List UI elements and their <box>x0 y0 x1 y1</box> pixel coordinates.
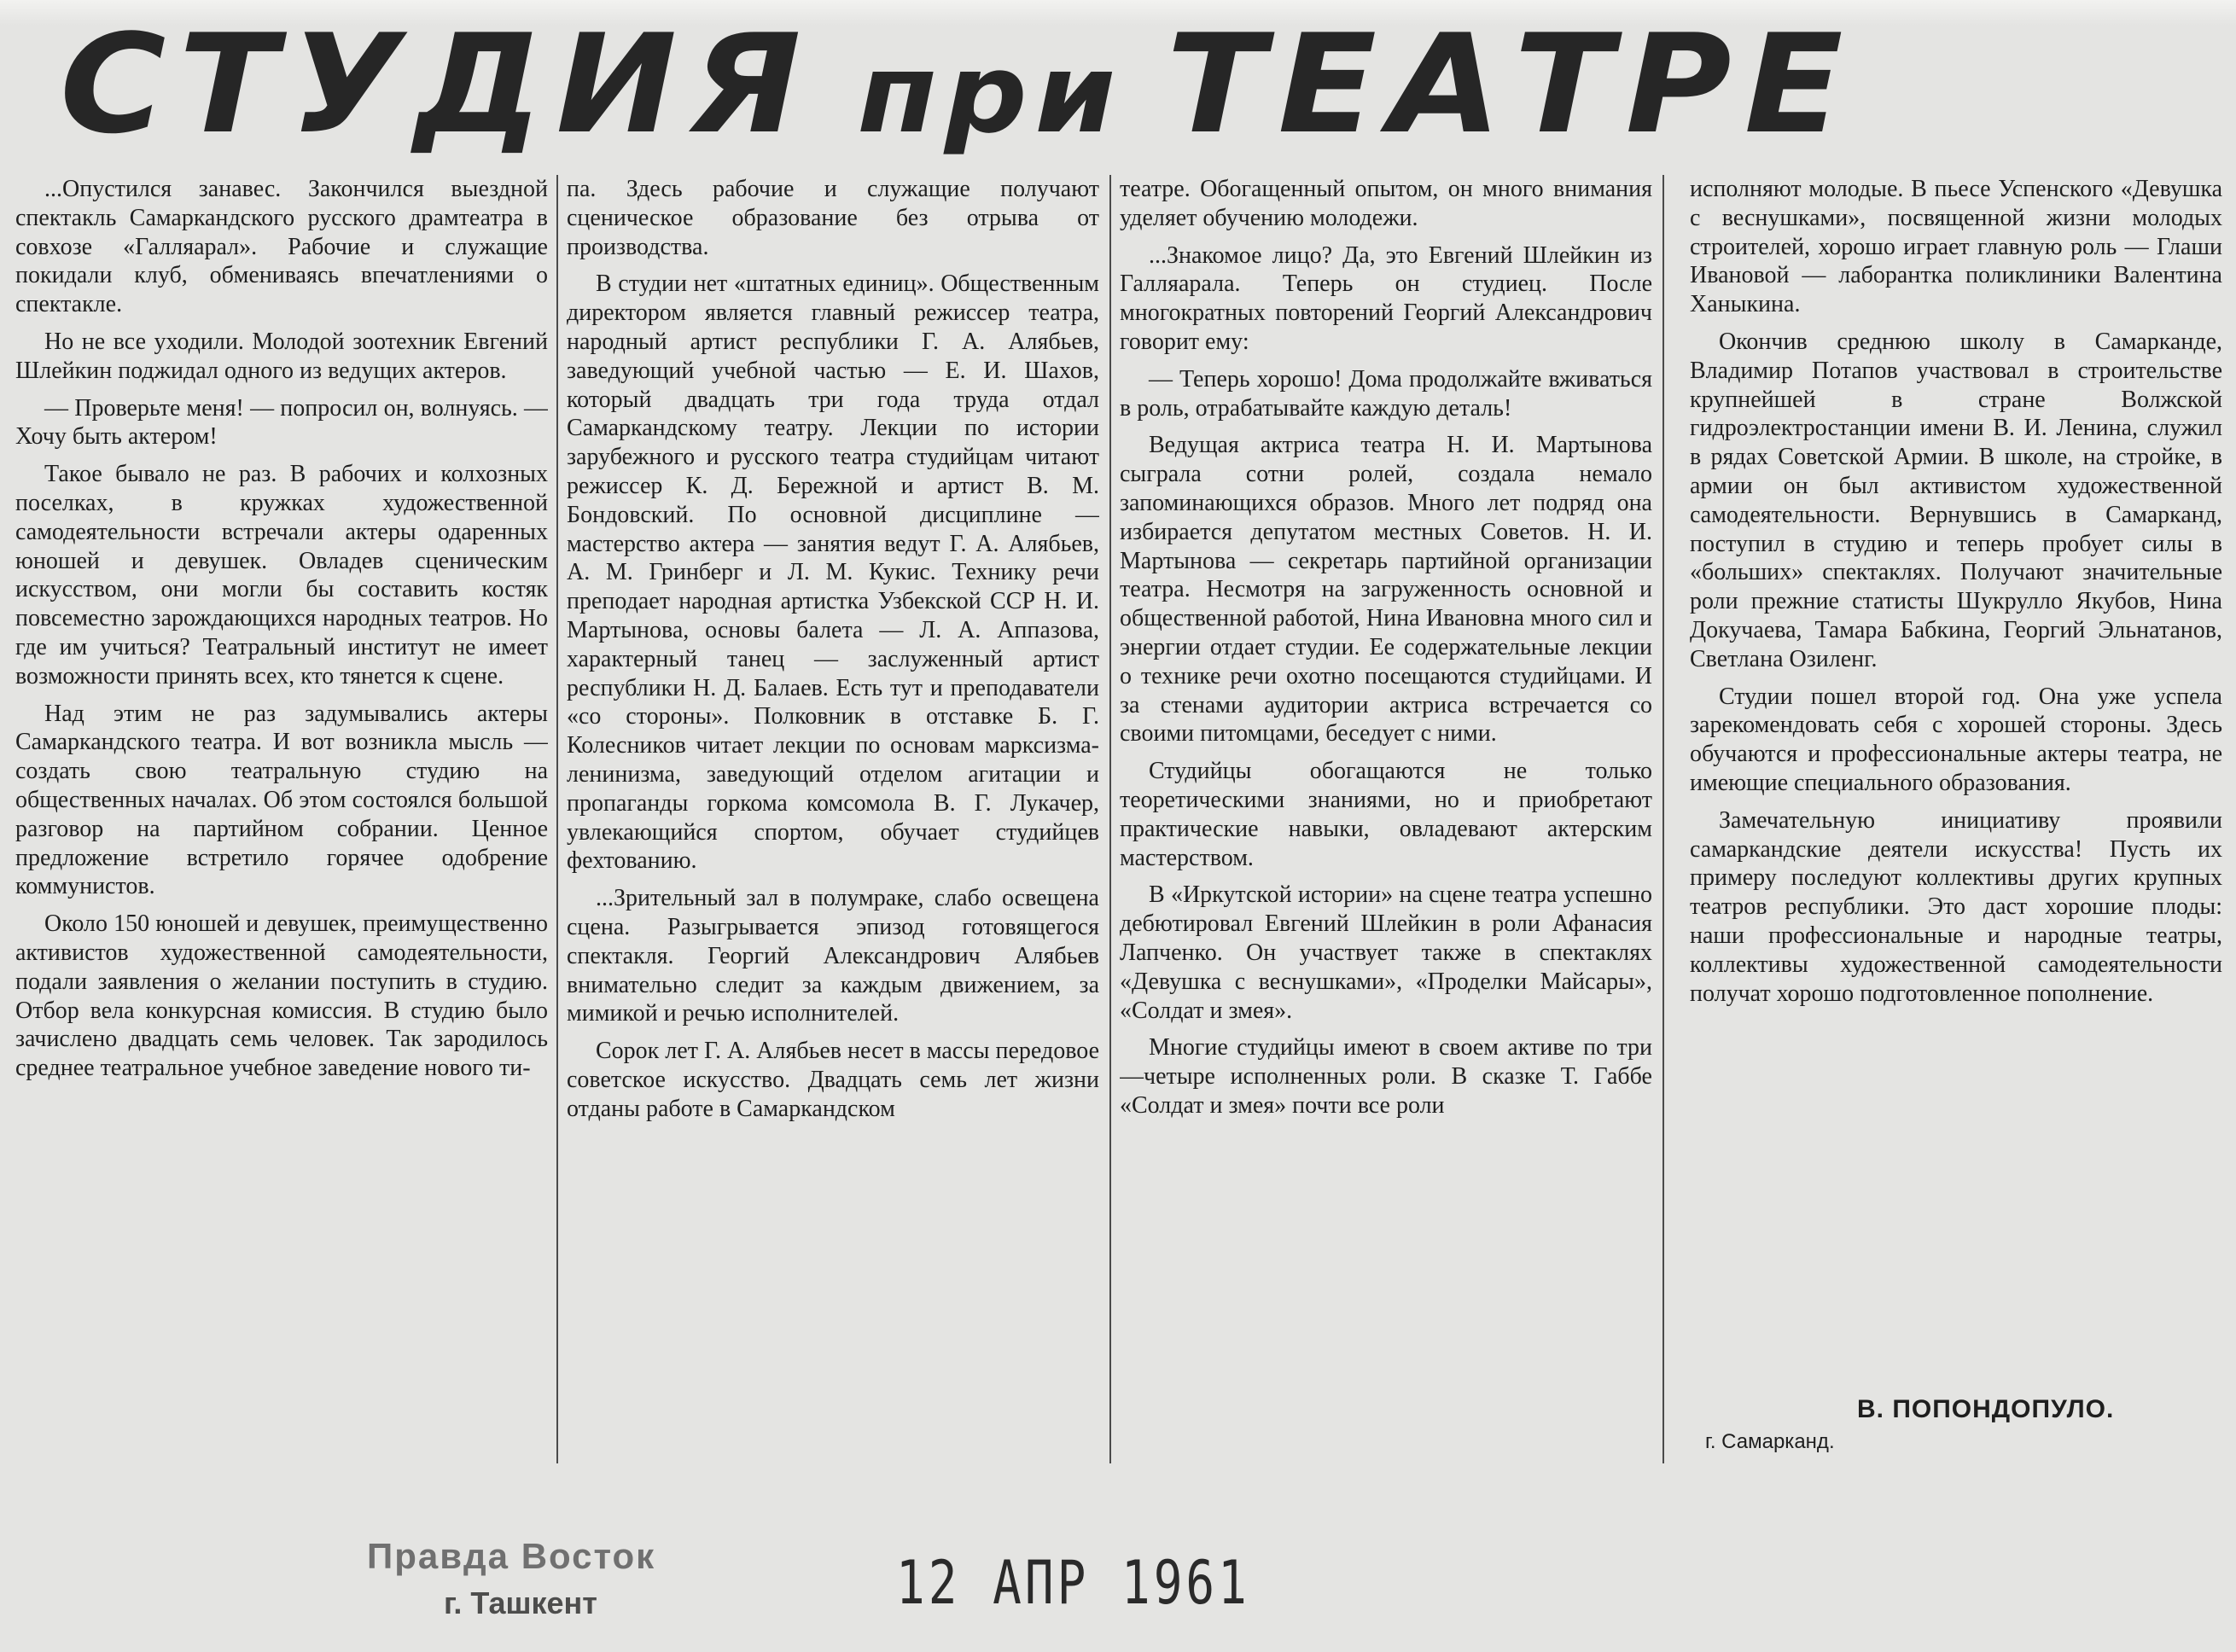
headline-word-at: при <box>857 31 1123 158</box>
article-body <box>15 175 2222 1463</box>
paragraph: В студии нет «штатных единиц». Общественным директором является главный режиссер театра, народный артист республики Г. А. Алябьев, заведующий учебной частью — Е. И. Шахов, который двадцать три года труда отдал Самаркандскому театру. Лекции по истории зарубежного и русского театра студийцам читают режиссер К. Д. Бережной и артист В. М. Бондовский. По основной дисциплине — мастерство актера — занятия ведут Г. А. Алябьев, А. М. Гринберг и Л. М. Кукис. Технику речи преподает народная артистка Узбекской ССР Н. И. Мартынова, основы балета — Л. А. Аппазова, характерный танец — заслуженный артист республики Н. Д. Балаев. Есть тут и преподаватели «со стороны». Полковник в отставке Б. Г. Колесников читает лекции по основам марксизма-ленинизма, заведующий отделом агитации и пропаганды горкома комсомола В. Г. Лукачер, увлекающийся спортом, обучает студийцев фехтованию. <box>567 270 1099 875</box>
paragraph: театре. Обогащенный опытом, он много внимания уделяет обучению молодежи. <box>1120 176 1652 231</box>
paragraph: Сорок лет Г. А. Алябьев несет в массы передовое советское искусство. Двадцать семь лет жизни отданы работе в Самаркандском <box>567 1038 1099 1122</box>
paragraph: Многие студийцы имеют в своем активе по три—четыре исполненных роли. В сказке Т. Габбе «Солдат и змея» почти все роли <box>1120 1034 1652 1119</box>
paragraph: В «Иркутской истории» на сцене театра успешно дебютировал Евгений Шлейкин в роли Афанасия Лапченко. Он участвует также в спектаклях «Девушка с веснушками», «Проделки Майсары», «Солдат и змея». <box>1120 881 1652 1024</box>
paragraph: Окончив среднюю школу в Самарканде, Владимир Потапов участвовал в строительстве крупнейшей в стране Волжской гидроэлектростанции имени В. И. Ленина, служил в рядах Советской Армии. В школе, на стройке, в армии он был активистом художественной самодеятельности. Вернувшись в Самарканд, поступил в студию и теперь пробует силы в «больших» спектаклях. Получают значительные роли прежние статисты Шукрулло Якубов, Нина Докучаева, Тамара Бабкина, Георгий Эльнатанов, Светлана Озиленг. <box>1690 328 2222 672</box>
headline-word-theatre: ТЕАТРЕ <box>1166 4 1856 164</box>
article-headline <box>60 4 2236 164</box>
column-rule <box>556 175 558 1463</box>
paragraph: Замечательную инициативу проявили самаркандские деятели искусства! Пусть их примеру последуют коллективы других крупных театров республики. Это даст хорошие плоды: наши профессиональные и народные театры, коллективы художественной самодеятельности получат хорошо подготовленное пополнение. <box>1690 806 2222 1007</box>
paragraph: ...Зрительный зал в полумраке, слабо освещена сцена. Разыгрывается эпизод готовящегося спектакля. Георгий Александрович Алябьев внимательно следит за каждым движением, за мимикой и речью исполнителей. <box>567 885 1099 1027</box>
author-signature: В. ПОПОНДОПУЛО. <box>1857 1395 2115 1423</box>
paragraph: Но не все уходили. Молодой зоотехник Евгений Шлейкин поджидал одного из ведущих актеров. <box>15 328 548 384</box>
paragraph: — Теперь хорошо! Дома продолжайте вживаться в роль, отрабатывайте каждую деталь! <box>1120 365 1652 422</box>
date-stamp: 12 АПР 1961 <box>896 1549 1250 1619</box>
newspaper-stamp-name: Правда Восток <box>367 1536 656 1576</box>
paragraph: ...Опустился занавес. Закончился выездной спектакль Самаркандского русского драмтеатра в совхозе «Галляарал». Рабочие и служащие покидали клуб, обмениваясь впечатлениями о спектакле. <box>15 176 548 318</box>
paragraph: па. Здесь рабочие и служащие получают сценическое образование без отрыва от производства. <box>567 176 1099 260</box>
paragraph: Студии пошел второй год. Она уже успела зарекомендовать себя с хорошей стороны. Здесь обучаются и профессиональные актеры театра, не имеющие специального образования. <box>1690 683 2222 796</box>
column-1 <box>15 175 548 1463</box>
paragraph: ...Знакомое лицо? Да, это Евгений Шлейкин из Галляарала. Теперь он студиец. После многократных повторений Георгий Александрович говорит ему: <box>1120 241 1652 355</box>
author-city: г. Самарканд. <box>1705 1430 1835 1453</box>
paragraph: Над этим не раз задумывались актеры Самаркандского театра. И вот возникла мысль — создать свою театральную студию на общественных началах. Об этом состоялся большой разговор на партийном собрании. Ценное предложение встретило горячее одобрение коммунистов. <box>15 700 548 900</box>
column-3 <box>1120 175 1652 1463</box>
paragraph: Студийцы обогащаются не только теоретическими знаниями, но и приобретают практические навыки, овладевают актерским мастерством. <box>1120 758 1652 871</box>
newspaper-stamp-city: г. Ташкент <box>444 1585 597 1620</box>
column-rule <box>1109 175 1111 1463</box>
column-rule <box>1662 175 1664 1463</box>
column-4 <box>1690 175 2222 1387</box>
paragraph: Около 150 юношей и девушек, преимущественно активистов художественной самодеятельности, подали заявления о желании поступить в студию. Отбор вела конкурсная комиссия. В студию было зачислено двадцать семь человек. Так зародилось среднее театральное учебное заведение нового ти- <box>15 910 548 1082</box>
headline-word-studio: СТУДИЯ <box>60 4 814 164</box>
column-2 <box>567 175 1099 1463</box>
paragraph: — Проверьте меня! — попросил он, волнуясь. — Хочу быть актером! <box>15 394 548 451</box>
paragraph: Такое бывало не раз. В рабочих и колхозных поселках, в кружках художественной самодеятельности встречали актеры одаренных юношей и девушек. Овладев сценическим искусством, они могли бы составить костяк повсеместно зарождающихся народных театров. Но где им учиться? Театральный институт не имеет возможности принять всех, кто тянется к сцене. <box>15 461 548 689</box>
paragraph: Ведущая актриса театра Н. И. Мартынова сыграла сотни ролей, создала немало запоминающихся образов. Много лет подряд она избирается депутатом местных Советов. Н. И. Мартынова — секретарь партийной организации театра. Несмотря на загруженность основной и общественной работой, Нина Ивановна много сил и энергии отдает студии. Ее содержательные лекции о технике речи охотно посещаются студийцами. И за стенами аудитории актриса встречается со своими питомцами, беседует с ними. <box>1120 432 1652 747</box>
paragraph: исполняют молодые. В пьесе Успенского «Девушка с веснушками», посвященной жизни молодых строителей, хорошо играет главную роль — Глаши Ивановой — лаборантка поликлиники Валентина Ханыкина. <box>1690 176 2222 318</box>
